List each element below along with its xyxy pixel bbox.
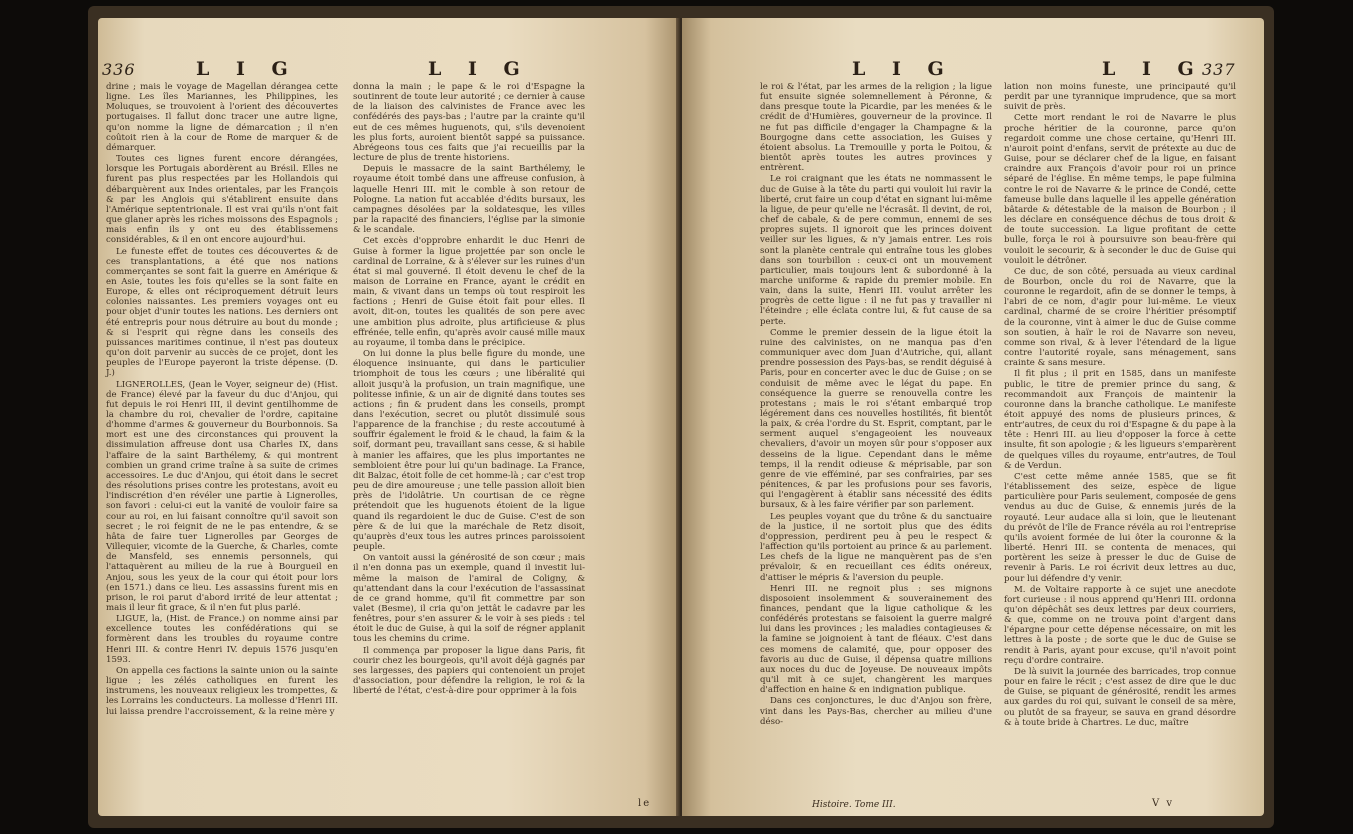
catchword: le — [638, 798, 652, 809]
left-column-1 — [106, 82, 338, 718]
paragraph: Cette mort rendant le roi de Navarre le plus proche héritier de la couronne, parce qu'on regardoit comme une chose certaine, qu'Henri III. n'auroit point d'enfans, servit de prétexte au duc de Guise, pour se déclarer chef de la ligue, en faisant craindre aux François d'avoir pour roi un prince séparé de l'église. En même temps, le pape fulmina contre le roi de Navarre & le prince de Condé, cette fameuse bulle dans laquelle il les appelle génération bâtarde & détestable de la maison de Bourbon ; il les déclare en conséquence déchus de tous droit & de toute succession. La ligue profitant de cette bulle, força le roi à poursuivre son beau-frère qui vouloit le secourir, & à seconder le duc de Guise qui vouloit le détrôner. — [1004, 113, 1236, 266]
paragraph: Le funeste effet de toutes ces découvertes & de ces transplantations, a été que nos nations commerçantes se sont fait la guerre en Amérique & en Asie, toutes les fois qu'elles se la sont faite en Europe, & elles ont réciproquement détruit leurs colonies naissantes. Les premiers voyages ont eu pour objet d'unir toutes les nations. Les derniers ont été entrepris pour nous détruire au bout du monde ; & si l'esprit qui règne dans les conseils des puissances maritimes continue, il n'est pas douteux qu'on doit parvenir au succès de ce projet, dont les peuples de l'Europe payeront la triste dépense. (D. J.) — [106, 246, 338, 379]
paragraph: lation non moins funeste, une principauté qu'il perdit par une tyrannique imprudence, que sa mort suivit de près. — [1004, 82, 1236, 113]
paragraph: drine ; mais le voyage de Magellan dérangea cette ligne. Les îles Mariannes, les Philippines, les Moluques, se trouvoient à l'orient des découvertes portugaises. Il fallut donc tracer une autre ligne, qu'on nomme la ligne de démarcation ; il n'en coûtoit rien à la cour de Rome de marquer & de démarquer. — [106, 82, 338, 153]
right-column-2 — [1004, 82, 1236, 729]
paragraph: De là suivit la journée des barricades, trop connue pour en faire le récit ; c'est assez de dire que le duc de Guise, se piquant de générosité, rendit les armes aux gardes du roi qui, suivant le conseil de sa mère, ou plutôt de sa frayeur, se sauva en grand désordre & à toute bride à Chartres. Le duc, maître — [1004, 666, 1236, 728]
right-column-1 — [760, 82, 992, 728]
paragraph: LIGUE, la, (Hist. de France.) on nomme ainsi par excellence toutes les confédérations qui se formèrent dans les troubles du royaume contre Henri III. & contre Henri IV. depuis 1576 jusqu'en 1593. — [106, 614, 338, 665]
running-head: L I G — [428, 58, 530, 80]
paragraph: Il commença par proposer la ligue dans Paris, fit courir chez les bourgeois, qu'il avoit déjà gagnés par ses largesses, des papiers qui contenoient un projet d'association, pour défendre la religion, le roi & la liberté de l'état, c'est-à-dire pour opprimer à la fois — [353, 645, 585, 697]
paragraph: Comme le premier dessein de la ligue étoit la ruine des calvinistes, on ne manqua pas d'en communiquer avec dom Juan d'Autriche, qui, allant prendre possession des Pays-bas, se rendit déguisé à Paris, pour en concerter avec le duc de Guise ; on se conduisit de même avec le légat du pape. En conséquence la guerre se renouvella contre les protestans ; mais le roi s'étant embarqué trop légérement dans ces nouvelles hostilités, fit bientôt la paix, & créa l'ordre du St. Esprit, comptant, par le serment auquel s'engageoient les nouveaux chevaliers, d'avoir un moyen sûr pour s'opposer aux desseins de la ligue. Cependant dans le même temps, il la rendit odieuse & méprisable, par son genre de vie efféminé, par ses confrairies, par ses pénitences, & par les profusions pour ses favoris, qui l'engagèrent à établir sans nécessité des édits bursaux, & à les faire vérifier par son parlement. — [760, 327, 992, 511]
page-number: 337 — [1202, 60, 1236, 79]
paragraph: On appella ces factions la sainte union ou la sainte ligue ; les zélés catholiques en furent les instrumens, les nouveaux religieux les trompettes, & les Lorrains les conducteurs. La mollesse d'Henri III. lui laissa prendre l'accroissement, & la reine mère y — [106, 665, 338, 717]
footer-title: Histoire. Tome III. — [812, 800, 896, 810]
paragraph: On vantoit aussi la générosité de son cœur ; mais il n'en donna pas un exemple, quand il investit lui-même la maison de l'amiral de Coligny, & qu'attendant dans la cour l'exécution de l'assassinat de ce grand homme, qu'il fit commettre par son valet (Besme), il cria qu'on jettât le cadavre par les fenêtres, pour s'en assurer & le voir à ses pieds : tel étoit le duc de Guise, à qui la soif de régner applanit tous les chemins du crime. — [353, 553, 585, 645]
paragraph: Les peuples voyant que du trône & du sanctuaire de la justice, il ne sortoit plus que des édits d'oppression, perdirent peu à peu le respect & l'affection qu'ils portoient au prince & au parlement. Les chefs de la ligue ne manquèrent pas de s'en prévaloir, & en recueillant ces édits onéreux, d'attiser le mépris & l'aversion du peuple. — [760, 511, 992, 583]
paragraph: Cet excès d'opprobre enhardit le duc Henri de Guise à former la ligue projettée par son oncle le cardinal de Lorraine, & à s'élever sur les ruines d'un état si mal gouverné. Il étoit devenu le chef de la maison de Lorraine en France, ayant le crédit en main, & vivant dans un temps où tout respiroit les factions ; Henri de Guise étoit fait pour elles. Il avoit, dit-on, toutes les qualités de son pere avec une ambition plus adroite, plus artificieuse & plus effrénée, telle enfin, qu'après avoir causé mille maux au royaume, il tomba dans le précipice. — [353, 236, 585, 348]
left-page — [98, 18, 680, 816]
paragraph: donna la main ; le pape & le roi d'Espagne la soutinrent de toute leur autorité ; ce dernier à cause de la liaison des calvinistes de France avec les confédérés des pays-bas ; l'autre par la crainte qu'il eut de ces mêmes huguenots, qui, s'ils devenoient les plus forts, auroient bientôt sappé sa puissance. Abrégeons tous ces faits que j'ai recueillis par la lecture de plus de trente historiens. — [353, 82, 585, 164]
paragraph: On lui donne la plus belle figure du monde, une éloquence insinuante, qui dans le particulier triomphoit de tous les cœurs ; une libéralité qui alloit jusqu'à la profusion, un train magnifique, une politesse infinie, & un air de dignité dans toutes ses actions ; fin & prudent dans les conseils, prompt dans l'exécution, secret ou plutôt dissimulé sous l'apparence de la franchise ; du reste accoutumé à souffrir également le froid & le chaud, la faim & la soif, dormant peu, travaillant sans cesse, & si habile à manier les affaires, que les plus importantes ne sembloient être pour lui qu'un badinage. La France, dit Balzac, étoit folle de cet homme-là ; car c'est trop peu de dire amoureuse ; une telle passion alloit bien près de l'idolâtrie. Un courtisan de ce règne prétendoit que les huguenots étoient de la ligue quand ils regardoient le duc de Guise. C'est de son père & de lui que la maréchale de Retz disoit, qu'auprès d'eux tous les autres princes paroissoient peuple. — [353, 349, 585, 553]
running-head: L I G — [1102, 58, 1204, 80]
left-page-header — [98, 58, 680, 82]
signature-mark: V v — [1152, 798, 1175, 809]
running-head: L I G — [196, 58, 298, 80]
left-column-2 — [353, 82, 585, 697]
paragraph: Depuis le massacre de la saint Barthélemy, le royaume étoit tombé dans une affreuse confusion, à laquelle Henri III. mit le comble à son retour de Pologne. La nation fut accablée d'édits bursaux, les campagnes désolées par la soldatesque, les villes par la rapacité des financiers, l'église par la simonie & le scandale. — [353, 164, 585, 236]
paragraph: Dans ces conjonctures, le duc d'Anjou son frère, vint dans les Pays-Bas, chercher au milieu d'une déso- — [760, 696, 992, 727]
paragraph: Henri III. ne regnoit plus : ses mignons disposoient insolemment & souverainement des finances, pendant que la ligue catholique & les confédérés protestans se faisoient la guerre malgré lui dans les provinces ; les maladies contagieuses & la famine se joignoient à tant de fléaux. C'est dans ces momens de calamité, que, pour opposer des favoris au duc de Guise, il dépensa quatre millions aux noces du duc de Joyeuse. De nouveaux impôts qu'il mit à ce sujet, changèrent les marques d'affection en haine & en indignation publique. — [760, 583, 992, 696]
running-head: L I G — [852, 58, 954, 80]
paragraph: Ce duc, de son côté, persuada au vieux cardinal de Bourbon, oncle du roi de Navarre, que la couronne le regardoit, afin de se donner le temps, à l'abri de ce nom, d'agir pour lui-même. Le vieux cardinal, charmé de se croire l'héritier présomptif de la couronne, vint à aimer le duc de Guise comme son soutien, à haïr le roi de Navarre son neveu, comme son rival, & à lever l'étendard de la ligue contre l'autorité royale, sans ménagement, sans crainte & sans mesure. — [1004, 266, 1236, 369]
paragraph: C'est cette même année 1585, que se fit l'établissement des seize, espèce de ligue particulière pour Paris seulement, composée de gens vendus au duc de Guise, & ennemis jurés de la royauté. Leur audace alla si loin, que le lieutenant du prévôt de l'île de France révéla au roi l'entreprise qu'ils avoient formée de lui ôter la couronne & la liberté. Henri III. se contenta de menaces, qui portèrent les seize à presser le duc de Guise de revenir à Paris. Le roi écrivit deux lettres au duc, pour lui défendre d'y venir. — [1004, 471, 1236, 584]
paragraph: Toutes ces lignes furent encore dérangées, lorsque les Portugais abordèrent au Brésil. Elles ne furent pas plus respectées par les Hollandois qui débarquèrent aux Indes orientales, par les François & par les Anglois qui s'établirent ensuite dans l'Amérique septentrionale. Il est vrai qu'ils n'ont fait que glaner après les riches moissons des Espagnols ; mais enfin ils y ont eu des établissemens considérables, & il en ont encore aujourd'hui. — [106, 154, 338, 246]
page-number: 336 — [102, 60, 136, 79]
right-page-header — [682, 58, 1264, 82]
right-page — [682, 18, 1264, 816]
paragraph: M. de Voltaire rapporte à ce sujet une anecdote fort curieuse : il nous apprend qu'Henri III. ordonna qu'on dépêchât ses deux lettres par deux courriers, & que, comme on ne trouva point d'argent dans l'épargne pour cette dépense nécessaire, on mit les lettres à la poste ; de sorte que le duc de Guise se rendit à Paris, ayant pour excuse, qu'il n'avoit point reçu d'ordre contraire. — [1004, 584, 1236, 666]
paragraph: LIGNEROLLES, (Jean le Voyer, seigneur de) (Hist. de France) élevé par la faveur du duc d'Anjou, qui fut depuis le roi Henri III, il devint gentilhomme de la chambre du roi, chevalier de l'ordre, capitaine d'homme d'armes & gouverneur du Bourbonnois. Sa mort est une des circonstances qui prouvent la dissimulation affreuse dont usa Charles IX, dans l'affaire de la saint Barthélemy, & qui montrent combien un grand crime traîne à sa suite de crimes accessoires. Le duc d'Anjou, qui étoit dans le secret des résolutions prises contre les protestans, avoit eu l'indiscrétion d'en révéler une partie à Lignerolles, son favori : celui-ci eut la vanité de vouloir faire sa cour au roi, en lui faisant connoître qu'il savoit son secret ; le roi feignit de ne le pas entendre, & se hâta de faire tuer Lignerolles par Georges de Villequier, vicomte de la Guerche, & Charles, comte de Mansfeld, ses ennemis personnels, qui l'attaquèrent au milieu de la rue à Bourgueil en Anjou, sous les yeux de la cour qui étoit pour lors (en 1571.) dans ce lieu. Les assassins furent mis en prison, le roi parut d'abord irrité de leur attentat ; mais il leur fit grace, & il n'en fut plus parlé. — [106, 379, 338, 613]
paragraph: Le roi craignant que les états ne nommassent le duc de Guise à la tête du parti qui vouloit lui ravir la liberté, crut faire un coup d'état en signant lui-même la ligue, de peur qu'elle ne l'écrasât. Il devint, de roi, chef de cabale, & de pere commun, ennemi de ses propres sujets. Il ignoroit que les princes doivent veiller sur les ligues, & n'y jamais entrer. Les rois sont la planète centrale qui entraîne tous les globes dans son tourbillon : ceux-ci ont un mouvement particulier, mais toujours lent & subordonné à la marche uniforme & rapide du premier mobile. En vain, dans la suite, Henri III. voulut arrêter les progrès de cette ligue : il ne fut pas y travailler ni l'éteindre ; elle éclata contre lui, & fut cause de sa perte. — [760, 174, 992, 327]
paragraph: Il fit plus ; il prit en 1585, dans un manifeste public, le titre de premier prince du sang, & recommandoit aux François de maintenir la couronne dans la branche catholique. Le manifeste étoit appuyé des noms de plusieurs princes, & entr'autres, de ceux du roi d'Espagne & du pape à la tête : Henri III. au lieu d'opposer la force à cette insulte, fit son apologie ; & les ligueurs s'emparèrent de quelques villes du royaume, entr'autres, de Toul & de Verdun. — [1004, 369, 1236, 471]
paragraph: le roi & l'état, par les armes de la religion ; la ligue fut ensuite signée solemnellement à Péronne, & dans presque toute la Picardie, par les menées & le crédit de d'Humières, gouverneur de la province. Il ne fut pas difficile d'engager la Champagne & la Bourgogne dans cette association, les Guises y étoient absolus. La Tremouille y porta le Poitou, & bientôt après toutes les autres provinces y entrèrent. — [760, 82, 992, 174]
